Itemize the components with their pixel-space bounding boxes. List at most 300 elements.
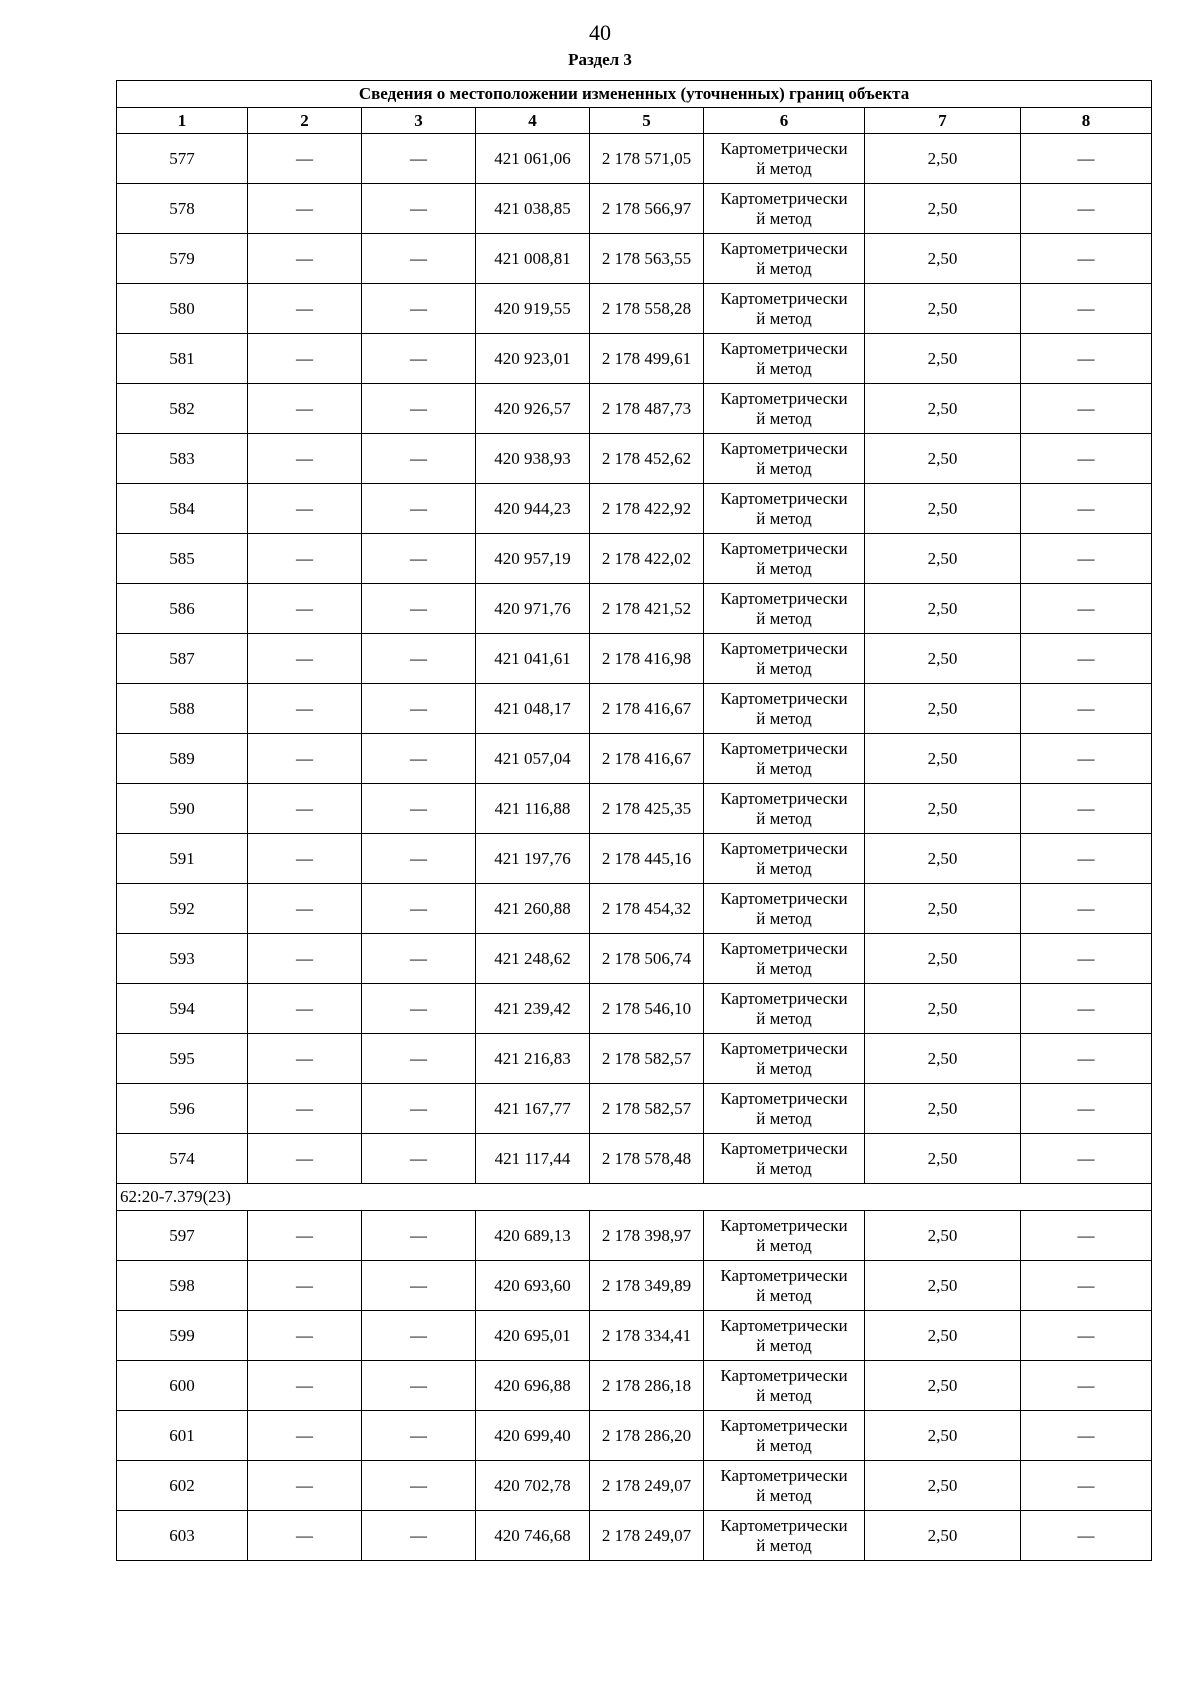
method-line-2: й метод: [756, 358, 812, 378]
column-2-cell: —: [248, 434, 362, 484]
method-line-2: й метод: [756, 858, 812, 878]
method-cell: [704, 234, 865, 284]
point-number-cell: 601: [117, 1411, 248, 1461]
column-8-cell: —: [1021, 484, 1152, 534]
column-3-cell: —: [362, 534, 476, 584]
method-line-2: й метод: [756, 908, 812, 928]
x-coordinate-cell: 421 197,76: [476, 834, 590, 884]
method-cell: [704, 1084, 865, 1134]
method-cell: [704, 1461, 865, 1511]
x-coordinate-cell: 421 216,83: [476, 1034, 590, 1084]
column-2-cell: —: [248, 1034, 362, 1084]
method-line-2: й метод: [756, 758, 812, 778]
y-coordinate-cell: 2 178 582,57: [590, 1084, 704, 1134]
column-3-cell: —: [362, 334, 476, 384]
method-line-1: Картометрически: [720, 488, 848, 508]
column-3-cell: —: [362, 1511, 476, 1561]
accuracy-cell: 2,50: [865, 1361, 1021, 1411]
column-3-cell: —: [362, 584, 476, 634]
method-line-1: Картометрически: [720, 688, 848, 708]
accuracy-cell: 2,50: [865, 584, 1021, 634]
y-coordinate-cell: 2 178 454,32: [590, 884, 704, 934]
column-3-cell: —: [362, 1311, 476, 1361]
method-cell: [704, 684, 865, 734]
point-number-cell: 595: [117, 1034, 248, 1084]
table-row: [117, 884, 1152, 934]
method-line-2: й метод: [756, 308, 812, 328]
method-line-1: Картометрически: [720, 588, 848, 608]
method-cell: [704, 384, 865, 434]
column-2-cell: —: [248, 784, 362, 834]
accuracy-cell: 2,50: [865, 534, 1021, 584]
table-row: [117, 1134, 1152, 1184]
accuracy-cell: 2,50: [865, 734, 1021, 784]
column-2-cell: —: [248, 584, 362, 634]
column-2-cell: —: [248, 234, 362, 284]
column-3-cell: —: [362, 1361, 476, 1411]
point-number-cell: 603: [117, 1511, 248, 1561]
column-2-cell: —: [248, 1411, 362, 1461]
accuracy-cell: 2,50: [865, 1461, 1021, 1511]
method-line-1: Картометрически: [720, 638, 848, 658]
column-2-cell: —: [248, 984, 362, 1034]
column-8-cell: —: [1021, 334, 1152, 384]
x-coordinate-cell: 420 746,68: [476, 1511, 590, 1561]
column-8-cell: —: [1021, 584, 1152, 634]
x-coordinate-cell: 420 957,19: [476, 534, 590, 584]
method-line-1: Картометрически: [720, 238, 848, 258]
point-number-cell: 600: [117, 1361, 248, 1411]
column-8-cell: —: [1021, 1134, 1152, 1184]
accuracy-cell: 2,50: [865, 384, 1021, 434]
method-line-2: й метод: [756, 808, 812, 828]
y-coordinate-cell: 2 178 422,02: [590, 534, 704, 584]
accuracy-cell: 2,50: [865, 934, 1021, 984]
x-coordinate-cell: 421 117,44: [476, 1134, 590, 1184]
accuracy-cell: 2,50: [865, 1511, 1021, 1561]
column-8-cell: —: [1021, 1311, 1152, 1361]
accuracy-cell: 2,50: [865, 634, 1021, 684]
table-row: [117, 834, 1152, 884]
column-3-cell: —: [362, 984, 476, 1034]
column-number-4: 4: [476, 108, 590, 134]
column-2-cell: —: [248, 334, 362, 384]
column-8-cell: —: [1021, 834, 1152, 884]
method-cell: [704, 334, 865, 384]
column-3-cell: —: [362, 184, 476, 234]
y-coordinate-cell: 2 178 349,89: [590, 1261, 704, 1311]
column-2-cell: —: [248, 1084, 362, 1134]
column-2-cell: —: [248, 1134, 362, 1184]
point-number-cell: 584: [117, 484, 248, 534]
column-2-cell: —: [248, 884, 362, 934]
x-coordinate-cell: 420 695,01: [476, 1311, 590, 1361]
y-coordinate-cell: 2 178 506,74: [590, 934, 704, 984]
method-line-2: й метод: [756, 158, 812, 178]
method-line-1: Картометрически: [720, 388, 848, 408]
column-8-cell: —: [1021, 1411, 1152, 1461]
column-3-cell: —: [362, 1461, 476, 1511]
column-2-cell: —: [248, 1311, 362, 1361]
y-coordinate-cell: 2 178 563,55: [590, 234, 704, 284]
point-number-cell: 591: [117, 834, 248, 884]
method-line-1: Картометрически: [720, 1038, 848, 1058]
column-3-cell: —: [362, 1034, 476, 1084]
column-8-cell: —: [1021, 184, 1152, 234]
column-number-5: 5: [590, 108, 704, 134]
method-cell: [704, 1034, 865, 1084]
method-line-1: Картометрически: [720, 1088, 848, 1108]
table-row: [117, 1311, 1152, 1361]
method-cell: [704, 634, 865, 684]
column-2-cell: —: [248, 284, 362, 334]
method-line-1: Картометрически: [720, 338, 848, 358]
group-label: 62:20-7.379(23): [117, 1184, 1152, 1211]
method-line-1: Картометрически: [720, 1365, 848, 1385]
method-line-1: Картометрически: [720, 438, 848, 458]
y-coordinate-cell: 2 178 398,97: [590, 1211, 704, 1261]
method-line-1: Картометрически: [720, 1215, 848, 1235]
accuracy-cell: 2,50: [865, 484, 1021, 534]
y-coordinate-cell: 2 178 558,28: [590, 284, 704, 334]
column-3-cell: —: [362, 1211, 476, 1261]
y-coordinate-cell: 2 178 578,48: [590, 1134, 704, 1184]
column-2-cell: —: [248, 1361, 362, 1411]
x-coordinate-cell: 420 702,78: [476, 1461, 590, 1511]
method-line-1: Картометрически: [720, 1138, 848, 1158]
column-8-cell: —: [1021, 434, 1152, 484]
method-line-2: й метод: [756, 508, 812, 528]
x-coordinate-cell: 420 938,93: [476, 434, 590, 484]
column-8-cell: —: [1021, 1461, 1152, 1511]
x-coordinate-cell: 420 923,01: [476, 334, 590, 384]
method-line-1: Картометрически: [720, 838, 848, 858]
method-line-2: й метод: [756, 958, 812, 978]
method-cell: [704, 1411, 865, 1461]
method-line-2: й метод: [756, 258, 812, 278]
y-coordinate-cell: 2 178 546,10: [590, 984, 704, 1034]
y-coordinate-cell: 2 178 571,05: [590, 134, 704, 184]
method-line-2: й метод: [756, 1385, 812, 1405]
column-2-cell: —: [248, 484, 362, 534]
y-coordinate-cell: 2 178 286,20: [590, 1411, 704, 1461]
point-number-cell: 592: [117, 884, 248, 934]
table-row: [117, 784, 1152, 834]
table-row: [117, 1411, 1152, 1461]
x-coordinate-cell: 420 699,40: [476, 1411, 590, 1461]
column-2-cell: —: [248, 934, 362, 984]
y-coordinate-cell: 2 178 249,07: [590, 1511, 704, 1561]
column-number-8: 8: [1021, 108, 1152, 134]
section-title: Раздел 3: [568, 50, 632, 69]
accuracy-cell: 2,50: [865, 1211, 1021, 1261]
method-line-2: й метод: [756, 558, 812, 578]
method-line-1: Картометрически: [720, 888, 848, 908]
table-row: [117, 234, 1152, 284]
table-row: [117, 434, 1152, 484]
point-number-cell: 582: [117, 384, 248, 434]
method-line-2: й метод: [756, 1535, 812, 1555]
point-number-cell: 574: [117, 1134, 248, 1184]
column-3-cell: —: [362, 834, 476, 884]
point-number-cell: 589: [117, 734, 248, 784]
point-number-cell: 590: [117, 784, 248, 834]
table-row: [117, 934, 1152, 984]
column-2-cell: —: [248, 734, 362, 784]
column-2-cell: —: [248, 534, 362, 584]
column-8-cell: —: [1021, 284, 1152, 334]
point-number-cell: 581: [117, 334, 248, 384]
method-cell: [704, 984, 865, 1034]
method-cell: [704, 184, 865, 234]
column-2-cell: —: [248, 1261, 362, 1311]
column-8-cell: —: [1021, 1261, 1152, 1311]
method-line-2: й метод: [756, 208, 812, 228]
table-row: [117, 1361, 1152, 1411]
accuracy-cell: 2,50: [865, 1134, 1021, 1184]
accuracy-cell: 2,50: [865, 984, 1021, 1034]
accuracy-cell: 2,50: [865, 1034, 1021, 1084]
y-coordinate-cell: 2 178 582,57: [590, 1034, 704, 1084]
method-cell: [704, 1511, 865, 1561]
point-number-cell: 588: [117, 684, 248, 734]
table-row: [117, 1511, 1152, 1561]
method-line-2: й метод: [756, 408, 812, 428]
x-coordinate-cell: 420 693,60: [476, 1261, 590, 1311]
column-8-cell: —: [1021, 734, 1152, 784]
column-3-cell: —: [362, 784, 476, 834]
accuracy-cell: 2,50: [865, 1084, 1021, 1134]
table-row: [117, 484, 1152, 534]
method-cell: [704, 784, 865, 834]
point-number-cell: 597: [117, 1211, 248, 1261]
table-row: [117, 584, 1152, 634]
table-row: [117, 134, 1152, 184]
method-cell: [704, 834, 865, 884]
method-line-1: Картометрически: [720, 988, 848, 1008]
method-line-1: Картометрически: [720, 788, 848, 808]
table-row: [117, 734, 1152, 784]
table-row: [117, 634, 1152, 684]
column-8-cell: —: [1021, 784, 1152, 834]
accuracy-cell: 2,50: [865, 184, 1021, 234]
method-cell: [704, 484, 865, 534]
method-cell: [704, 884, 865, 934]
accuracy-cell: 2,50: [865, 1311, 1021, 1361]
column-3-cell: —: [362, 434, 476, 484]
table-row: [117, 1261, 1152, 1311]
method-line-2: й метод: [756, 1285, 812, 1305]
point-number-cell: 593: [117, 934, 248, 984]
y-coordinate-cell: 2 178 499,61: [590, 334, 704, 384]
method-cell: [704, 284, 865, 334]
method-line-2: й метод: [756, 1235, 812, 1255]
x-coordinate-cell: 420 919,55: [476, 284, 590, 334]
method-cell: [704, 1311, 865, 1361]
table-row: [117, 334, 1152, 384]
method-line-2: й метод: [756, 1485, 812, 1505]
column-8-cell: —: [1021, 1511, 1152, 1561]
method-line-2: й метод: [756, 708, 812, 728]
x-coordinate-cell: 420 696,88: [476, 1361, 590, 1411]
accuracy-cell: 2,50: [865, 884, 1021, 934]
point-number-cell: 580: [117, 284, 248, 334]
x-coordinate-cell: 421 038,85: [476, 184, 590, 234]
column-8-cell: —: [1021, 134, 1152, 184]
table-row: [117, 1461, 1152, 1511]
coordinates-table: [116, 80, 1152, 1561]
group-header-row: [117, 1184, 1152, 1211]
method-line-1: Картометрически: [720, 1315, 848, 1335]
method-line-2: й метод: [756, 1435, 812, 1455]
table-row: [117, 534, 1152, 584]
column-3-cell: —: [362, 234, 476, 284]
point-number-cell: 594: [117, 984, 248, 1034]
method-line-2: й метод: [756, 458, 812, 478]
x-coordinate-cell: 421 041,61: [476, 634, 590, 684]
table-row: [117, 184, 1152, 234]
point-number-cell: 599: [117, 1311, 248, 1361]
point-number-cell: 585: [117, 534, 248, 584]
column-8-cell: —: [1021, 634, 1152, 684]
column-number-1: 1: [117, 108, 248, 134]
method-line-2: й метод: [756, 1335, 812, 1355]
column-8-cell: —: [1021, 1084, 1152, 1134]
accuracy-cell: 2,50: [865, 334, 1021, 384]
column-number-2: 2: [248, 108, 362, 134]
table-row: [117, 1211, 1152, 1261]
table-row: [117, 1034, 1152, 1084]
y-coordinate-cell: 2 178 286,18: [590, 1361, 704, 1411]
x-coordinate-cell: 420 944,23: [476, 484, 590, 534]
table-row: [117, 1084, 1152, 1134]
accuracy-cell: 2,50: [865, 684, 1021, 734]
column-2-cell: —: [248, 1211, 362, 1261]
column-8-cell: —: [1021, 1361, 1152, 1411]
method-cell: [704, 934, 865, 984]
method-cell: [704, 1361, 865, 1411]
column-2-cell: —: [248, 134, 362, 184]
method-line-2: й метод: [756, 1058, 812, 1078]
method-line-1: Картометрически: [720, 1415, 848, 1435]
table-row: [117, 684, 1152, 734]
column-8-cell: —: [1021, 934, 1152, 984]
column-number-row: [117, 108, 1152, 134]
method-cell: [704, 434, 865, 484]
column-2-cell: —: [248, 1461, 362, 1511]
column-number-7: 7: [865, 108, 1021, 134]
accuracy-cell: 2,50: [865, 434, 1021, 484]
method-line-2: й метод: [756, 1158, 812, 1178]
column-8-cell: —: [1021, 384, 1152, 434]
method-cell: [704, 1134, 865, 1184]
x-coordinate-cell: 421 048,17: [476, 684, 590, 734]
column-3-cell: —: [362, 384, 476, 434]
method-cell: [704, 534, 865, 584]
y-coordinate-cell: 2 178 334,41: [590, 1311, 704, 1361]
point-number-cell: 577: [117, 134, 248, 184]
point-number-cell: 583: [117, 434, 248, 484]
point-number-cell: 586: [117, 584, 248, 634]
method-line-2: й метод: [756, 1108, 812, 1128]
accuracy-cell: 2,50: [865, 1261, 1021, 1311]
x-coordinate-cell: 420 971,76: [476, 584, 590, 634]
column-8-cell: —: [1021, 684, 1152, 734]
x-coordinate-cell: 421 239,42: [476, 984, 590, 1034]
method-cell: [704, 734, 865, 784]
column-number-3: 3: [362, 108, 476, 134]
accuracy-cell: 2,50: [865, 284, 1021, 334]
method-line-1: Картометрически: [720, 1265, 848, 1285]
column-8-cell: —: [1021, 1211, 1152, 1261]
x-coordinate-cell: 421 008,81: [476, 234, 590, 284]
column-2-cell: —: [248, 684, 362, 734]
accuracy-cell: 2,50: [865, 784, 1021, 834]
column-3-cell: —: [362, 134, 476, 184]
method-cell: [704, 134, 865, 184]
method-line-1: Картометрически: [720, 738, 848, 758]
point-number-cell: 579: [117, 234, 248, 284]
point-number-cell: 602: [117, 1461, 248, 1511]
y-coordinate-cell: 2 178 421,52: [590, 584, 704, 634]
column-8-cell: —: [1021, 234, 1152, 284]
table-body: [117, 134, 1152, 1561]
column-2-cell: —: [248, 184, 362, 234]
accuracy-cell: 2,50: [865, 134, 1021, 184]
x-coordinate-cell: 421 260,88: [476, 884, 590, 934]
y-coordinate-cell: 2 178 487,73: [590, 384, 704, 434]
column-3-cell: —: [362, 484, 476, 534]
method-line-1: Картометрически: [720, 138, 848, 158]
y-coordinate-cell: 2 178 416,67: [590, 734, 704, 784]
column-8-cell: —: [1021, 884, 1152, 934]
method-cell: [704, 584, 865, 634]
table-row: [117, 284, 1152, 334]
accuracy-cell: 2,50: [865, 1411, 1021, 1461]
accuracy-cell: 2,50: [865, 234, 1021, 284]
method-line-2: й метод: [756, 658, 812, 678]
x-coordinate-cell: 421 116,88: [476, 784, 590, 834]
table-title: Сведения о местоположении измененных (уточненных) границ объекта: [117, 81, 1152, 108]
method-cell: [704, 1211, 865, 1261]
method-line-1: Картометрически: [720, 1465, 848, 1485]
point-number-cell: 587: [117, 634, 248, 684]
column-3-cell: —: [362, 1411, 476, 1461]
point-number-cell: 578: [117, 184, 248, 234]
table-row: [117, 384, 1152, 434]
x-coordinate-cell: 421 061,06: [476, 134, 590, 184]
method-line-1: Картометрически: [720, 1515, 848, 1535]
column-2-cell: —: [248, 634, 362, 684]
column-3-cell: —: [362, 1084, 476, 1134]
method-line-1: Картометрически: [720, 288, 848, 308]
column-number-6: 6: [704, 108, 865, 134]
column-8-cell: —: [1021, 984, 1152, 1034]
y-coordinate-cell: 2 178 445,16: [590, 834, 704, 884]
method-line-2: й метод: [756, 608, 812, 628]
column-3-cell: —: [362, 734, 476, 784]
column-2-cell: —: [248, 1511, 362, 1561]
accuracy-cell: 2,50: [865, 834, 1021, 884]
y-coordinate-cell: 2 178 425,35: [590, 784, 704, 834]
table-row: [117, 984, 1152, 1034]
y-coordinate-cell: 2 178 249,07: [590, 1461, 704, 1511]
point-number-cell: 598: [117, 1261, 248, 1311]
x-coordinate-cell: 421 167,77: [476, 1084, 590, 1134]
column-3-cell: —: [362, 884, 476, 934]
y-coordinate-cell: 2 178 416,98: [590, 634, 704, 684]
y-coordinate-cell: 2 178 452,62: [590, 434, 704, 484]
